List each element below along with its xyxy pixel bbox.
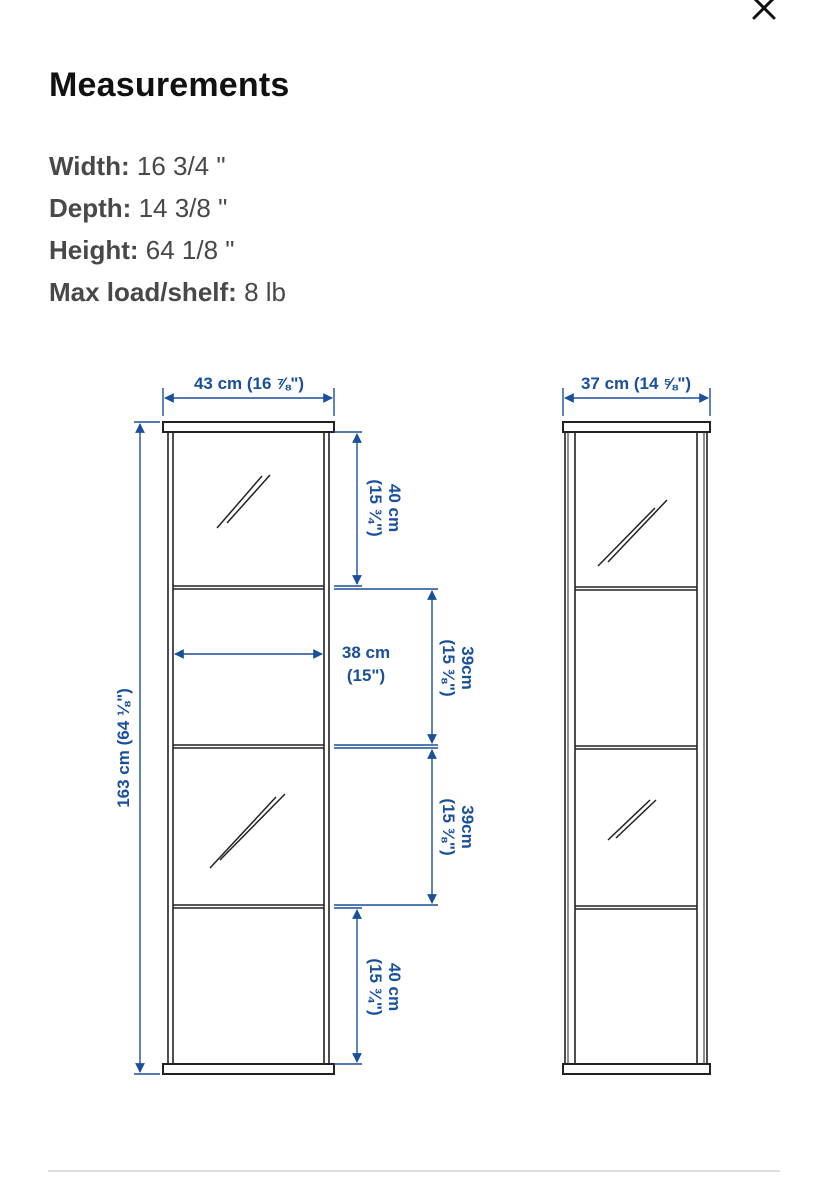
- section-1-cm-label: 40 cm: [385, 483, 404, 533]
- page-title: Measurements: [49, 66, 290, 104]
- section-1-in-label: (15 ¾"): [366, 479, 385, 537]
- spec-width: Width: 16 3/4 ": [49, 151, 226, 181]
- interior-width-inch-label: (15"): [346, 666, 386, 685]
- dimension-diagram: [0, 360, 828, 1090]
- spec-height: Height: 64 1/8 ": [49, 235, 235, 265]
- close-icon: [750, 0, 778, 22]
- front-width-label: 43 cm (16 ⅞"): [193, 374, 305, 393]
- total-height-label: 163 cm (64 ⅛"): [114, 688, 133, 808]
- section-3-in-label: (15 ⅜"): [439, 798, 458, 856]
- section-2-cm-label: 39cm: [458, 646, 477, 690]
- section-4-cm-label: 40 cm: [385, 962, 404, 1012]
- close-button[interactable]: [744, 0, 784, 28]
- spec-max-load: Max load/shelf: 8 lb: [49, 277, 286, 307]
- measurements-list: [49, 145, 286, 313]
- interior-width-label: 38 cm: [341, 643, 391, 662]
- section-3-cm-label: 39cm: [458, 805, 477, 849]
- spec-depth: Depth: 14 3/8 ": [49, 193, 228, 223]
- side-depth-label: 37 cm (14 ⅝"): [580, 374, 692, 393]
- section-2-in-label: (15 ⅜"): [439, 639, 458, 697]
- front-right-side: [324, 432, 329, 1064]
- front-bottom-panel: [163, 1064, 334, 1074]
- front-left-side: [168, 432, 173, 1064]
- front-top-panel: [163, 422, 334, 432]
- front-view-cabinet: [163, 422, 334, 1074]
- section-4-in-label: (15 ¾"): [366, 958, 385, 1016]
- dimension-lines: [134, 388, 710, 1074]
- side-view-cabinet: [563, 422, 710, 1074]
- section-divider: [48, 1170, 780, 1172]
